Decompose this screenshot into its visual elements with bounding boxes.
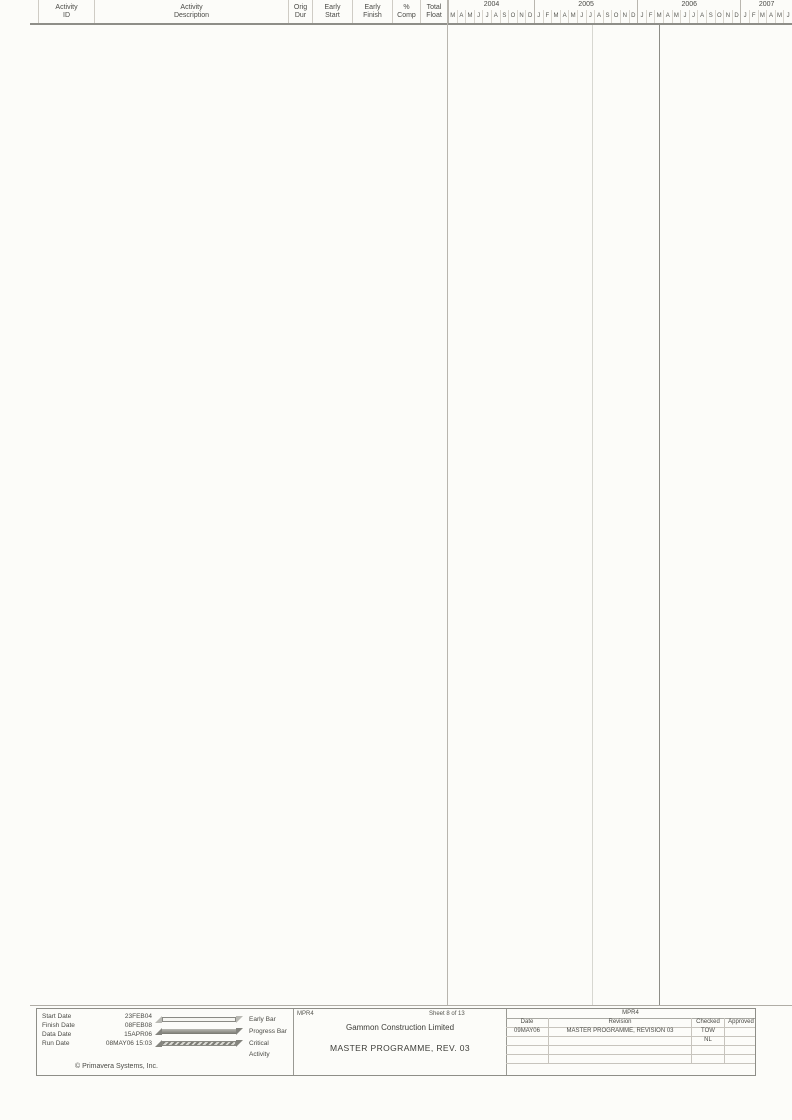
month-label: F: [543, 10, 552, 23]
year-label: 2006: [681, 1, 698, 8]
month-label: N: [517, 10, 526, 23]
revision-cell: [724, 1036, 757, 1045]
header-line: Early: [364, 3, 381, 11]
month-label: A: [594, 10, 603, 23]
revision-cell: 09MAY06: [514, 1028, 540, 1034]
revision-header-cell: Checked: [691, 1018, 724, 1027]
copyright-notice: © Primavera Systems, Inc.: [75, 1063, 158, 1070]
legend-bar-sample-critical: [155, 1040, 243, 1047]
header-line: Activity: [55, 3, 78, 11]
scan-crease-line: [592, 25, 593, 1005]
column-header-activity-id: [38, 0, 94, 23]
month-label: F: [749, 10, 758, 23]
revision-cell: MASTER PROGRAMME, REVISION 03: [548, 1027, 691, 1036]
month-label: A: [560, 10, 569, 23]
title-block: [36, 1008, 756, 1076]
footer-date-label: Finish Date: [42, 1022, 75, 1029]
footer-date-label: Run Date: [42, 1040, 70, 1047]
programme-title: MASTER PROGRAMME, REV. 03: [329, 1043, 471, 1053]
month-label: A: [491, 10, 500, 23]
month-label: O: [611, 10, 620, 23]
month-label: J: [586, 10, 595, 23]
month-label: M: [450, 13, 456, 19]
column-header-pct-comp: [392, 0, 420, 23]
month-label: A: [457, 10, 466, 23]
data-date-line: [659, 25, 660, 1005]
column-header-orig-dur: [288, 0, 312, 23]
header-line: Early: [324, 3, 341, 11]
timeline-year-group: [448, 0, 534, 23]
header-line: %: [403, 3, 410, 11]
header-line: Dur: [294, 11, 307, 19]
legend-item: [155, 1038, 290, 1058]
month-label: M: [551, 10, 560, 23]
month-row: [535, 10, 637, 23]
revision-cell: [548, 1036, 691, 1045]
footer-date-row: [42, 1031, 152, 1040]
month-label: J: [640, 13, 644, 19]
revision-cell: NL: [691, 1036, 724, 1045]
month-label: J: [743, 13, 747, 19]
revision-cell: [724, 1027, 757, 1036]
month-label: J: [783, 10, 792, 23]
header-line: Float: [426, 11, 442, 19]
legend-label: Critical Activity: [249, 1040, 270, 1058]
footer-date-value: 08MAY06 15:03: [105, 1040, 152, 1047]
legend-bar-sample-early: [155, 1016, 243, 1023]
month-label: J: [537, 13, 541, 19]
header-line: Activity: [180, 3, 203, 11]
column-header-activity-description: [94, 0, 288, 23]
month-label: D: [732, 10, 741, 23]
month-label: M: [654, 10, 663, 23]
footer-date-row: [42, 1013, 152, 1022]
timeline-year-group: [637, 0, 740, 23]
month-label: M: [758, 10, 767, 23]
month-label: J: [680, 10, 689, 23]
revision-header-cell: Approved: [724, 1018, 757, 1027]
month-row: [449, 10, 534, 23]
revision-cell: [724, 1054, 757, 1063]
month-label: D: [525, 10, 534, 23]
footer-date-row: [42, 1040, 152, 1049]
header-line: ID: [63, 11, 70, 19]
table-bottom-border: [30, 1005, 792, 1006]
revision-header-cell: Date: [520, 1019, 534, 1025]
month-label: F: [646, 10, 655, 23]
legend-bar-sample-progress: [155, 1028, 243, 1035]
revision-cell: [691, 1045, 724, 1054]
header-line: Orig: [293, 3, 308, 11]
revision-row: [506, 1054, 755, 1064]
month-label: D: [629, 10, 638, 23]
column-header-early-finish: [352, 0, 392, 23]
month-label: N: [723, 10, 732, 23]
revision-cell: [506, 1054, 548, 1063]
month-label: M: [672, 10, 681, 23]
month-label: M: [568, 10, 577, 23]
header-line: Start: [325, 11, 340, 19]
month-label: J: [474, 10, 483, 23]
footer-date-label: Data Date: [42, 1031, 72, 1038]
column-header-early-start: [312, 0, 352, 23]
year-label: 2007: [758, 1, 775, 8]
month-label: S: [500, 10, 509, 23]
revision-header-cell: Revision: [548, 1018, 691, 1027]
month-row: [638, 10, 740, 23]
month-label: A: [663, 10, 672, 23]
revision-cell: [724, 1045, 757, 1054]
month-label: J: [577, 10, 586, 23]
month-label: N: [620, 10, 629, 23]
revision-cell: [548, 1045, 691, 1054]
sheet-number: Sheet 8 of 13: [429, 1011, 465, 1017]
header-line: Description: [173, 11, 209, 19]
revision-table-code: MPR4: [506, 1009, 755, 1019]
legend-item: [155, 1026, 290, 1037]
timeline-year-group: [534, 0, 637, 23]
footer-date-label: Start Date: [42, 1013, 72, 1020]
month-label: A: [766, 10, 775, 23]
footer-date-value: 15APR06: [124, 1031, 152, 1038]
revision-cell: [506, 1036, 548, 1045]
month-label: J: [689, 10, 698, 23]
footer-date-value: 23FEB04: [124, 1013, 152, 1020]
footer-date-value: 08FEB08: [124, 1022, 152, 1029]
header-line: Finish: [363, 11, 382, 19]
month-label: O: [508, 10, 517, 23]
revision-cell: [506, 1045, 548, 1054]
timeline-header: [448, 0, 792, 23]
year-label: 2004: [483, 1, 500, 8]
month-label: O: [715, 10, 724, 23]
footer-divider: [293, 1009, 294, 1075]
company-name: Gammon Construction Limited: [345, 1023, 455, 1032]
month-row: [741, 10, 792, 23]
month-label: M: [775, 10, 784, 23]
month-label: S: [603, 10, 612, 23]
revision-table: [506, 1009, 755, 1075]
legend-label: Early Bar: [249, 1016, 276, 1023]
year-label: 2005: [578, 1, 594, 8]
footer-date-row: [42, 1022, 152, 1031]
legend-label: Progress Bar: [249, 1028, 287, 1035]
column-header-total-float: [420, 0, 448, 23]
revision-cell: [548, 1054, 691, 1063]
month-label: A: [697, 10, 706, 23]
month-label: M: [465, 10, 474, 23]
month-label: S: [706, 10, 715, 23]
legend-item: [155, 1014, 290, 1025]
month-label: J: [482, 10, 491, 23]
revision-cell: [691, 1054, 724, 1063]
revision-cell: TOW: [691, 1027, 724, 1036]
header-line: Total: [426, 3, 442, 11]
timeline-year-group: [740, 0, 792, 23]
layout-code: MPR4: [297, 1011, 314, 1017]
table-chart-divider: [447, 0, 448, 1005]
header-line: Comp: [397, 11, 416, 19]
